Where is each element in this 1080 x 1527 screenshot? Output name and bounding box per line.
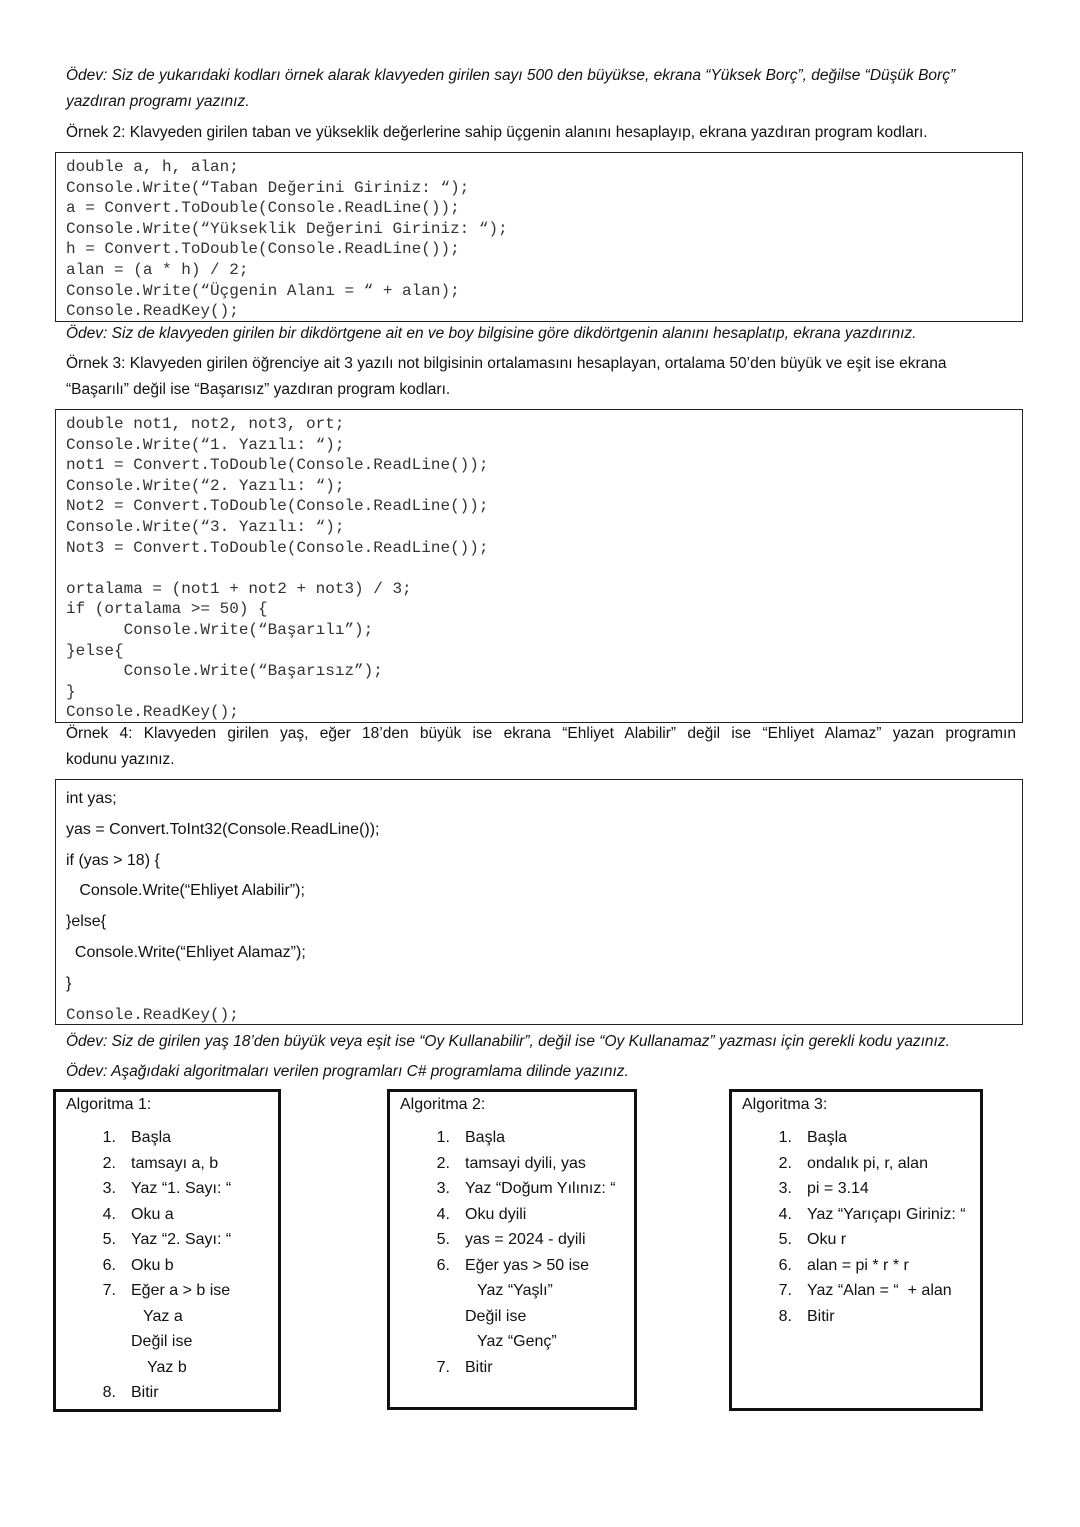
code-line: Console.Write(“Başarılı”); — [66, 620, 374, 639]
step-text: tamsayi dyili, yas — [465, 1154, 586, 1172]
step-number: 2. — [436, 1154, 450, 1172]
step-number: 3. — [778, 1180, 792, 1197]
code-block-ornek-4 — [55, 779, 1023, 1025]
step-number: 7. — [778, 1282, 792, 1299]
step-text: Eğer yas > 50 ise — [465, 1256, 590, 1274]
algoritma-2-box — [387, 1089, 637, 1410]
code-line: Console.ReadKey(); — [66, 302, 239, 321]
step-text: Yaz “Alan = “ + alan — [807, 1282, 952, 1299]
algoritma-1-box — [53, 1089, 281, 1412]
step-text: Yaz “Doğum Yılınız: “ — [465, 1180, 616, 1197]
odev-1-line-2: yazdıran programı yazınız. — [66, 93, 250, 110]
step-text: Başla — [807, 1129, 848, 1146]
step-number: 7. — [436, 1358, 450, 1376]
step-number: 2. — [102, 1154, 116, 1172]
code-line: ortalama = (not1 + not2 + not3) / 3; — [66, 579, 412, 598]
odev-3: Ödev: Siz de girilen yaş 18’den büyük veya eşit ise “Oy Kullanabilir”, değil ise “Oy Kullanamaz” yazması için gerekli kodu yazınız. — [66, 1033, 950, 1050]
step-number: 1. — [778, 1129, 792, 1146]
ornek-3-heading — [66, 351, 1016, 403]
algoritma-2-title: Algoritma 2: — [400, 1096, 486, 1113]
odev-1 — [66, 63, 1016, 115]
step-number: 8. — [778, 1307, 792, 1325]
step-number: 1. — [102, 1129, 116, 1146]
step-text: Yaz “2. Sayı: “ — [131, 1231, 232, 1248]
algoritma-3-box — [729, 1089, 983, 1411]
step-number: 6. — [102, 1256, 116, 1274]
code-line: Console.Write(“Üçgenin Alanı = “ + alan); — [66, 281, 460, 300]
code-line: alan = (a * h) / 2; — [66, 260, 249, 279]
odev-2: Ödev: Siz de klavyeden girilen bir dikdörtgene ait en ve boy bilgisine göre dikdörtgenin alanını hesaplatıp, ekrana yazdırınız. — [66, 325, 917, 342]
code-line: } — [66, 974, 72, 992]
step-text: Yaz b — [147, 1358, 187, 1376]
step-number: 4. — [778, 1205, 792, 1223]
step-text: Değil ise — [131, 1333, 193, 1350]
step-text: Yaz “Genç” — [477, 1333, 557, 1350]
step-text: ondalık pi, r, alan — [807, 1154, 928, 1172]
ornek-4-line-1: Örnek 4: Klavyeden girilen yaş, eğer 18’den büyük ise ekrana “Ehliyet Alabilir” değil ise “Ehliyet Alamaz” yazan programın — [66, 725, 1016, 742]
ornek-3-line-1: Örnek 3: Klavyeden girilen öğrenciye ait 3 yazılı not bilgisinin ortalamasını hesaplayan, ortalama 50’den büyük ve eşit ise ekrana — [66, 355, 947, 372]
code-line: if (yas > 18) { — [66, 851, 160, 869]
code-line: } — [66, 682, 76, 701]
code-line: not1 = Convert.ToDouble(Console.ReadLine()); — [66, 456, 489, 475]
step-text: Başla — [465, 1129, 506, 1146]
code-line: yas = Convert.ToInt32(Console.ReadLine()); — [66, 820, 380, 838]
code-line: a = Convert.ToDouble(Console.ReadLine()); — [66, 199, 460, 218]
step-number: 6. — [436, 1256, 450, 1274]
code-line: Console.ReadKey(); — [66, 703, 239, 722]
step-number: 5. — [778, 1231, 792, 1248]
step-number: 5. — [436, 1231, 450, 1248]
step-text: Başla — [131, 1129, 172, 1146]
step-text: Yaz a — [143, 1307, 183, 1325]
step-text: Değil ise — [465, 1307, 527, 1325]
ornek-4-line-2: kodunu yazınız. — [66, 751, 175, 768]
code-line: Console.Write(“Yükseklik Değerini Giriniz: “); — [66, 219, 508, 238]
ornek-3-line-2: “Başarılı” değil ise “Başarısız” yazdıran program kodları. — [66, 381, 451, 398]
algoritma-3-title: Algoritma 3: — [742, 1096, 828, 1113]
step-number: 3. — [436, 1180, 450, 1197]
ornek-2-heading: Örnek 2: Klavyeden girilen taban ve yükseklik değerlerine sahip üçgenin alanını hesaplayıp, ekrana yazdıran program kodları. — [66, 124, 928, 141]
ornek-4-heading — [66, 721, 1016, 773]
step-text: Yaz “Yarıçapı Giriniz: “ — [807, 1205, 966, 1223]
step-text: Oku dyili — [465, 1205, 527, 1223]
step-text: Yaz “Yaşlı” — [477, 1282, 553, 1299]
step-text: yas = 2024 - dyili — [465, 1231, 586, 1248]
step-number: 1. — [436, 1129, 450, 1146]
code-line: Console.Write(“2. Yazılı: “); — [66, 476, 345, 495]
code-line: }else{ — [66, 913, 107, 931]
code-line — [66, 558, 1022, 579]
code-line: double a, h, alan; — [66, 158, 239, 176]
step-text: alan = pi * r * r — [807, 1256, 909, 1274]
step-text: pi = 3.14 — [807, 1180, 869, 1197]
code-line: Console.Write(“3. Yazılı: “); — [66, 517, 345, 536]
code-line: Console.Write(“Başarısız”); — [66, 662, 383, 681]
code-line: Not2 = Convert.ToDouble(Console.ReadLine()); — [66, 497, 489, 516]
step-text: Bitir — [807, 1307, 835, 1325]
step-text: Oku a — [131, 1205, 174, 1223]
code-line: Console.Write(“Ehliyet Alamaz”); — [66, 943, 306, 961]
code-line: double not1, not2, not3, ort; — [66, 415, 345, 433]
step-text: Yaz “1. Sayı: “ — [131, 1180, 232, 1197]
code-line: h = Convert.ToDouble(Console.ReadLine()); — [66, 240, 460, 259]
code-line: Console.ReadKey(); — [66, 1005, 239, 1024]
step-number: 5. — [102, 1231, 116, 1248]
step-number: 4. — [436, 1205, 450, 1223]
step-text: Bitir — [465, 1358, 493, 1376]
step-number: 7. — [102, 1282, 116, 1299]
code-line: Console.Write(“Ehliyet Alabilir”); — [66, 882, 305, 900]
step-number: 4. — [102, 1205, 116, 1223]
code-line: Not3 = Convert.ToDouble(Console.ReadLine()); — [66, 538, 489, 557]
step-text: Bitir — [131, 1384, 159, 1401]
step-text: Oku r — [807, 1231, 847, 1248]
code-line: if (ortalama >= 50) { — [66, 600, 268, 619]
code-line: Console.Write(“1. Yazılı: “); — [66, 435, 345, 454]
step-number: 3. — [102, 1180, 116, 1197]
step-text: Eğer a > b ise — [131, 1282, 231, 1299]
step-text: Oku b — [131, 1256, 174, 1274]
odev-4: Ödev: Aşağıdaki algoritmaları verilen programları C# programlama dilinde yazınız. — [66, 1063, 629, 1080]
algoritma-1-title: Algoritma 1: — [66, 1096, 152, 1113]
code-block-ornek-2 — [55, 152, 1023, 322]
code-block-ornek-3 — [55, 409, 1023, 723]
code-line: int yas; — [66, 790, 117, 807]
code-line: }else{ — [66, 641, 124, 660]
step-text: tamsayı a, b — [131, 1154, 219, 1172]
step-number: 2. — [778, 1154, 792, 1172]
code-line: Console.Write(“Taban Değerini Giriniz: “); — [66, 178, 470, 197]
odev-1-line-1: Ödev: Siz de yukarıdaki kodları örnek alarak klavyeden girilen sayı 500 den büyükse, ekrana “Yüksek Borç”, değilse “Düşük Borç” — [66, 67, 956, 84]
step-number: 6. — [778, 1256, 792, 1274]
step-number: 8. — [102, 1384, 116, 1401]
